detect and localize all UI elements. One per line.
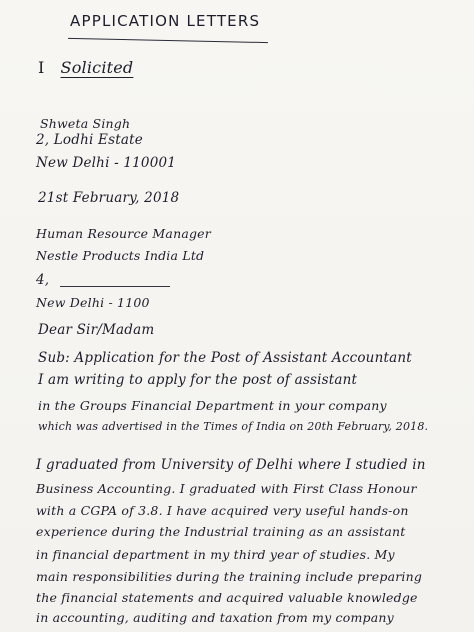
heading-underline [68,38,268,43]
subject-line: Sub: Application for the Post of Assistant Accountant [38,350,412,366]
recipient-title: Human Resource Manager [36,226,211,241]
paragraph2-line: in accounting, auditing and taxation from my company [36,610,394,625]
section-heading [38,58,133,77]
paragraph2-line: the financial statements and acquired valuable knowledge [36,590,418,605]
paragraph1-line: in the Groups Financial Department in your company [38,398,387,413]
paragraph2-line: in financial department in my third year of studies. My [36,547,395,562]
paragraph1-line: which was advertised in the Times of India on 20th February, 2018. [38,420,429,433]
paragraph2-line: experience during the Industrial training as an assistant [36,524,406,539]
paragraph2-line: I graduated from University of Delhi where I studied in [36,457,426,473]
sender-address: 2, Lodhi Estate [36,132,143,148]
section-label: Solicited [60,58,134,77]
recipient-street: 4, [36,272,50,288]
paragraph2-line: main responsibilities during the training include preparing [36,569,423,584]
recipient-city: New Delhi - 1100 [36,295,150,310]
paragraph1-line: I am writing to apply for the post of assistant [38,372,358,388]
paragraph2-line: Business Accounting. I graduated with First Class Honour [36,481,417,496]
salutation: Dear Sir/Madam [38,322,155,338]
paragraph2-line: with a CGPA of 3.8. I have acquired very useful hands-on [36,503,409,518]
sender-city: New Delhi - 110001 [36,155,177,171]
page-heading: APPLICATION LETTERS [70,12,261,30]
sender-name: Shweta Singh [40,116,131,131]
letter-date: 21st February, 2018 [38,190,180,206]
section-number: I [38,58,45,77]
address-blank-line [60,286,170,287]
recipient-company: Nestle Products India Ltd [36,248,205,263]
